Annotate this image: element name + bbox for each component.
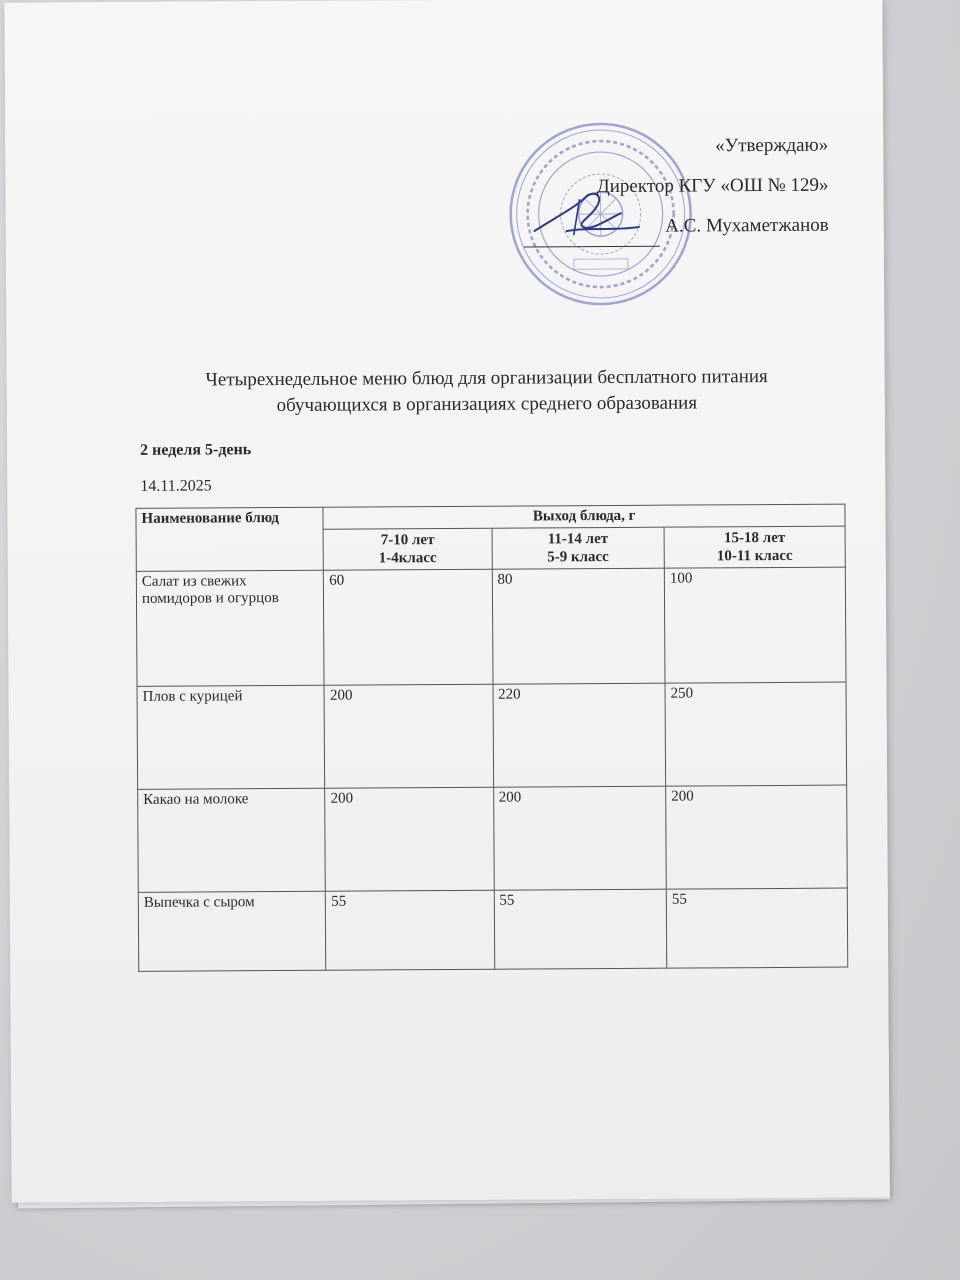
dish-value: 80 — [492, 568, 665, 684]
dish-value: 100 — [664, 567, 846, 683]
age-group-grade: 10-11 класс — [716, 547, 793, 565]
approval-heading: «Утверждаю» — [715, 134, 829, 157]
dish-name: Плов с курицей — [137, 685, 325, 789]
age-group-grade: 5-9 класс — [547, 549, 609, 566]
age-group-3 — [664, 526, 845, 568]
dish-value: 200 — [666, 785, 848, 889]
age-group-age: 7-10 лет — [380, 532, 435, 549]
table-row — [137, 682, 847, 789]
table-row — [138, 785, 848, 892]
dish-value: 60 — [324, 569, 493, 685]
dish-value: 55 — [326, 890, 495, 970]
age-group-1 — [323, 528, 491, 570]
director-position: Директор КГУ «ОШ № 129» — [596, 174, 829, 198]
signature-row — [523, 206, 829, 248]
menu-table — [135, 504, 848, 972]
dish-value: 55 — [494, 889, 667, 969]
title-line-2: обучающихся в организациях среднего образования — [276, 392, 698, 417]
menu-date: 14.11.2025 — [140, 477, 212, 495]
dish-name: Какао на молоке — [138, 788, 326, 892]
document-title — [137, 364, 837, 420]
dish-value: 250 — [665, 682, 847, 786]
age-group-grade: 1-4класс — [378, 550, 437, 567]
table-row — [136, 567, 846, 686]
dish-value: 220 — [493, 683, 666, 787]
age-group-age: 15-18 лет — [723, 529, 786, 547]
age-group-age: 11-14 лет — [547, 531, 609, 548]
header-output: Выход блюда, г — [323, 504, 845, 529]
dish-value: 200 — [493, 786, 666, 890]
title-line-1: Четырехнедельное меню блюд для организации бесплатного питания — [205, 366, 768, 391]
week-day: 2 неделя 5-день — [140, 441, 252, 459]
signature-line — [523, 220, 659, 248]
dish-value: 200 — [324, 684, 493, 788]
age-group-2 — [492, 527, 665, 569]
dish-value: 200 — [325, 787, 494, 891]
approval-block — [523, 126, 829, 248]
document-sheet — [4, 0, 889, 1203]
dish-value: 55 — [666, 888, 847, 968]
header-dish-name: Наименование блюд — [136, 507, 324, 571]
table-row — [138, 888, 847, 971]
director-name: А.С. Мухаметжанов — [665, 214, 829, 237]
dish-name: Салат из свежих помидоров и огурцов — [136, 570, 324, 686]
dish-name: Выпечка с сыром — [138, 891, 326, 971]
